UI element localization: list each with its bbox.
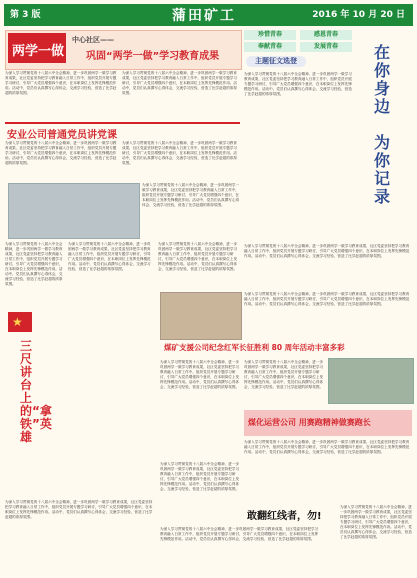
long-march-body-top: 为深入学习贯彻党的十八届六中全会精神，进一步巩固两学一做学习教育成果，社区党委坚持把学习教育融入日常工作中，组织党员开展专题学习研讨，引导广大党员增强四个意识，在本职岗位上发挥先锋模范作用。活动中，党员们认真撰写心得体会，交流学习经验，营造了比学赶超的浓厚氛围。 [244, 292, 410, 306]
issue-date: 2016 年 10 月 20 日 [312, 10, 405, 20]
long-march-photo [160, 292, 242, 340]
mid-col-c: 为深入学习贯彻党的十八届六中全会精神，进一步巩固两学一做学习教育成果，社区党委坚持把学习教育融入日常工作中，组织党员开展专题学习研讨，引导广大党员增强四个意识，在本职岗位上发挥先锋模范作用。活动中，党员们认真撰写心得体会，交流学习经验，营造了比学赶超的浓厚氛围。 [158, 242, 238, 271]
party-lesson-photo [8, 183, 140, 239]
party-lesson-headline: 安业公司普通党员讲党课 [7, 130, 117, 141]
essay-tags [244, 30, 354, 70]
long-march-banner [160, 340, 412, 356]
banner-script-text: 两学一做 [12, 44, 65, 59]
party-lesson-body-col2: 为深入学习贯彻党的十八届六中全会精神，进一步巩固两学一做学习教育成果，社区党委坚持把学习教育融入日常工作中，组织党员开展专题学习研讨，引导广大党员增强四个意识，在本职岗位上发挥先锋模范作用。活动中，党员们认真撰写心得体会，交流学习经验，营造了比学赶超的浓厚氛围。 [122, 141, 237, 165]
bottom-left-feature [14, 340, 54, 500]
mid-col-a: 为深入学习贯彻党的十八届六中全会精神，进一步巩固两学一做学习教育成果，社区党委坚持把学习教育融入日常工作中，组织党员开展专题学习研讨，引导广大党员增强四个意识，在本职岗位上发挥先锋模范作用。活动中，党员们认真撰写心得体会，交流学习经验，营造了比学赶超的浓厚氛围。 [5, 242, 63, 286]
operations-banner [244, 410, 412, 436]
slogan-text: 敢翻红线者，勿! [247, 511, 322, 522]
essay-body: 为深入学习贯彻党的十八届六中全会精神，进一步巩固两学一做学习教育成果，社区党委坚持把学习教育融入日常工作中，组织党员开展专题学习研讨，引导广大党员增强四个意识，在本职岗位上发挥先锋模范作用。活动中，党员们认真撰写心得体会，交流学习经验，营造了比学赶超的浓厚氛围。 [244, 72, 352, 96]
tag-develop-youth: 发展青春 [300, 42, 352, 52]
party-lesson-body-col1: 为深入学习贯彻党的十八届六中全会精神，进一步巩固两学一做学习教育成果，社区党委坚持把学习教育融入日常工作中，组织党员开展专题学习研讨，引导广大党员增强四个意识，在本职岗位上发挥先锋模范作用。活动中，党员们认真撰写心得体会，交流学习经验，营造了比学赶超的浓厚氛围。 [5, 141, 117, 165]
slogan-body: 为深入学习贯彻党的十八届六中全会精神，进一步巩固两学一做学习教育成果，社区党委坚持把学习教育融入日常工作中，组织党员开展专题学习研讨，引导广大党员增强四个意识，在本职岗位上发挥先锋模范作用。活动中，党员们认真撰写心得体会，交流学习经验，营造了比学赶超的浓厚氛围。 [160, 527, 319, 541]
article-header-box [5, 30, 242, 70]
vertical-title-line2: 为你记录 [374, 133, 391, 206]
article-headline: 巩固“两学一做”学习教育成果 [86, 51, 220, 62]
tag-cherish-youth: 珍惜青春 [244, 30, 296, 40]
article-body-col2: 为深入学习贯彻党的十八届六中全会精神，进一步巩固两学一做学习教育成果，社区党委坚持把学习教育融入日常工作中，组织党员开展专题学习研讨，引导广大党员增强四个意识，在本职岗位上发挥先锋模范作用。活动中，党员们认真撰写心得体会，交流学习经验，营造了比学赶超的浓厚氛围。 [122, 71, 237, 95]
star-icon: ★ [12, 315, 23, 329]
slogan-body-right: 为深入学习贯彻党的十八届六中全会精神，进一步巩固两学一做学习教育成果，社区党委坚持把学习教育融入日常工作中，组织党员开展专题学习研讨，引导广大党员增强四个意识，在本职岗位上发挥先锋模范作用。活动中，党员们认真撰写心得体会，交流学习经验，营造了比学赶超的浓厚氛围。 [340, 505, 412, 539]
party-lesson-header [5, 122, 240, 140]
vertical-feature [360, 30, 412, 240]
red-line-slogan [245, 505, 335, 523]
tag-dedicate-youth: 奉献青春 [244, 42, 296, 52]
operations-headline: 煤化运营公司 用赛跑精神做赛跑长 [248, 418, 371, 427]
long-march-headline: 煤矿支援公司纪念红军长征胜利 80 周年活动丰富多彩 [164, 343, 345, 352]
two-learn-one-do-banner [8, 33, 66, 63]
vertical-title-line1: 在你身边 [374, 43, 391, 116]
mid-col-d: 为深入学习贯彻党的十八届六中全会精神，进一步巩固两学一做学习教育成果，社区党委坚持把学习教育融入日常工作中，组织党员开展专题学习研讨，引导广大党员增强四个意识，在本职岗位上发挥先锋模范作用。活动中，党员们认真撰写心得体会，交流学习经验，营造了比学赶超的浓厚氛围。 [244, 244, 410, 258]
article-kicker: 中心社区—— [72, 36, 114, 44]
long-march-body-left: 为深入学习贯彻党的十八届六中全会精神，进一步巩固两学一做学习教育成果，社区党委坚持把学习教育融入日常工作中，组织党员开展专题学习研讨，引导广大党员增强四个意识，在本职岗位上发挥先锋模范作用。活动中，党员们认真撰写心得体会，交流学习经验，营造了比学赶超的浓厚氛围。 [160, 360, 240, 389]
page-number: 第 3 版 [10, 10, 41, 20]
page-header [4, 4, 413, 26]
mid-col-b: 为深入学习贯彻党的十八届六中全会精神，进一步巩固两学一做学习教育成果，社区党委坚持把学习教育融入日常工作中，组织党员开展专题学习研讨，引导广大党员增强四个意识，在本职岗位上发挥先锋模范作用。活动中，党员们认真撰写心得体会，交流学习经验，营造了比学赶超的浓厚氛围。 [68, 242, 151, 271]
bottom-left-body: 为深入学习贯彻党的十八届六中全会精神，进一步巩固两学一做学习教育成果，社区党委坚持把学习教育融入日常工作中，组织党员开展专题学习研讨，引导广大党员增强四个意识，在本职岗位上发挥先锋模范作用。活动中，党员们认真撰写心得体会，交流学习经验，营造了比学赶超的浓厚氛围。 [5, 500, 153, 519]
party-lesson-body-col3: 为深入学习贯彻党的十八届六中全会精神，进一步巩固两学一做学习教育成果，社区党委坚持把学习教育融入日常工作中，组织党员开展专题学习研讨，引导广大党员增强四个意识，在本职岗位上发挥先锋模范作用。活动中，党员们认真撰写心得体会，交流学习经验，营造了比学赶超的浓厚氛围。 [142, 183, 240, 207]
newspaper-logo: 蒲田矿工 [172, 8, 236, 24]
anniversary-photo [328, 358, 414, 404]
operations-body-left: 为深入学习贯彻党的十八届六中全会精神，进一步巩固两学一做学习教育成果，社区党委坚持把学习教育融入日常工作中，组织党员开展专题学习研讨，引导广大党员增强四个意识，在本职岗位上发挥先锋模范作用。活动中，党员们认真撰写心得体会，交流学习经验，营造了比学赶超的浓厚氛围。 [160, 462, 240, 491]
party-flag-icon [8, 312, 32, 332]
tag-grateful-youth: 感恩青春 [300, 30, 352, 40]
long-march-body-mid: 为深入学习贯彻党的十八届六中全会精神，进一步巩固两学一做学习教育成果，社区党委坚持把学习教育融入日常工作中，组织党员开展专题学习研讨，引导广大党员增强四个意识，在本职岗位上发挥先锋模范作用。活动中，党员们认真撰写心得体会，交流学习经验，营造了比学赶超的浓厚氛围。 [244, 360, 324, 389]
operations-body: 为深入学习贯彻党的十八届六中全会精神，进一步巩固两学一做学习教育成果，社区党委坚持把学习教育融入日常工作中，组织党员开展专题学习研讨，引导广大党员增强四个意识，在本职岗位上发挥先锋模范作用。活动中，党员们认真撰写心得体会，交流学习经验，营造了比学赶超的浓厚氛围。 [244, 440, 410, 454]
article-body-col1: 为深入学习贯彻党的十八届六中全会精神，进一步巩固两学一做学习教育成果，社区党委坚持把学习教育融入日常工作中，组织党员开展专题学习研讨，引导广大党员增强四个意识，在本职岗位上发挥先锋模范作用。活动中，党员们认真撰写心得体会，交流学习经验，营造了比学赶超的浓厚氛围。 [5, 71, 117, 95]
theme-essay-badge: 主题征文选登 [246, 56, 306, 67]
bottom-left-vertical-title: 三尺讲台上的“拿铁”英雄 [20, 339, 52, 444]
